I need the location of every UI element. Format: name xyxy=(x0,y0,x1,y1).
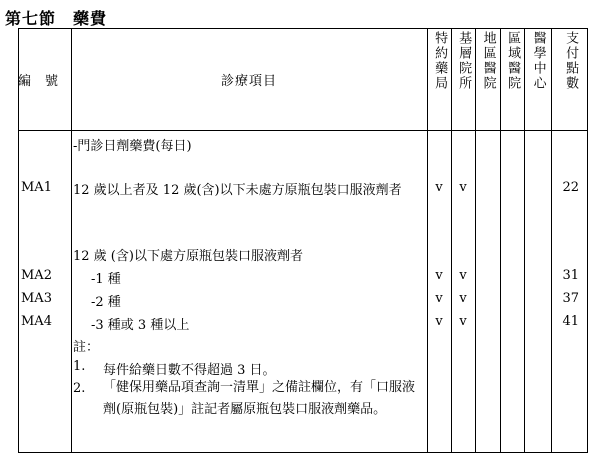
row-code: MA1 xyxy=(21,180,52,195)
row-points: 31 xyxy=(562,268,579,283)
header-district-hospital-cell xyxy=(475,29,500,132)
row-clinic-mark: v xyxy=(459,268,467,283)
row-code: MA2 xyxy=(21,268,52,283)
row-clinic-mark: v xyxy=(459,180,467,195)
header-code: 編號 xyxy=(18,74,73,89)
note-text: 每件給藥日數不得超過 3 日。 xyxy=(103,363,276,378)
row-clinic-mark: v xyxy=(459,314,467,329)
fee-table xyxy=(18,28,588,453)
row-item: -3 種或 3 種以上 xyxy=(91,318,190,333)
section-outpatient: -門診日劑藥費(每日) xyxy=(73,139,192,154)
section-under12: 12 歲 (含)以下處方原瓶包裝口服液劑者 xyxy=(73,249,303,264)
header-points: 支付點數 xyxy=(563,31,579,91)
row-clinic-mark: v xyxy=(459,291,467,306)
row-pharmacy-mark: v xyxy=(435,268,443,283)
header-regional-hospital-cell xyxy=(500,29,524,132)
header-district-hospital: 地區醫院 xyxy=(480,31,496,91)
row-pharmacy-mark: v xyxy=(435,180,443,195)
note-number: 2. xyxy=(73,381,86,396)
header-item: 診療項目 xyxy=(220,74,277,89)
row-points: 41 xyxy=(562,314,579,329)
row-points: 37 xyxy=(562,291,579,306)
header-points-cell xyxy=(551,29,589,132)
row-code: MA3 xyxy=(21,291,52,306)
row-item: -1 種 xyxy=(91,272,121,287)
row-points: 22 xyxy=(562,180,579,195)
header-contract-pharmacy-cell xyxy=(427,29,451,132)
header-primary-clinic: 基層院所 xyxy=(456,31,472,91)
header-contract-pharmacy: 特約藥局 xyxy=(432,31,448,91)
row-item: -2 種 xyxy=(91,295,121,310)
row-code: MA4 xyxy=(21,314,52,329)
page-title: 第七節 藥費 xyxy=(5,9,108,28)
header-regional-hospital: 區域醫院 xyxy=(505,31,521,91)
note-text: 「健保用藥品項查詢一清單」之備註欄位，有「口服液劑(原瓶包裝)」註記者屬原瓶包裝口服液劑藥品。 xyxy=(103,380,416,417)
header-medical-center-cell xyxy=(524,29,551,132)
note-number: 1. xyxy=(73,359,86,374)
row-pharmacy-mark: v xyxy=(435,291,443,306)
header-medical-center: 醫學中心 xyxy=(530,31,546,91)
notes-label: 註： xyxy=(73,340,100,355)
header-primary-clinic-cell xyxy=(451,29,475,132)
row-item: 12 歲以上者及 12 歲(含)以下未處方原瓶包裝口服液劑者 xyxy=(73,183,402,198)
row-pharmacy-mark: v xyxy=(435,314,443,329)
